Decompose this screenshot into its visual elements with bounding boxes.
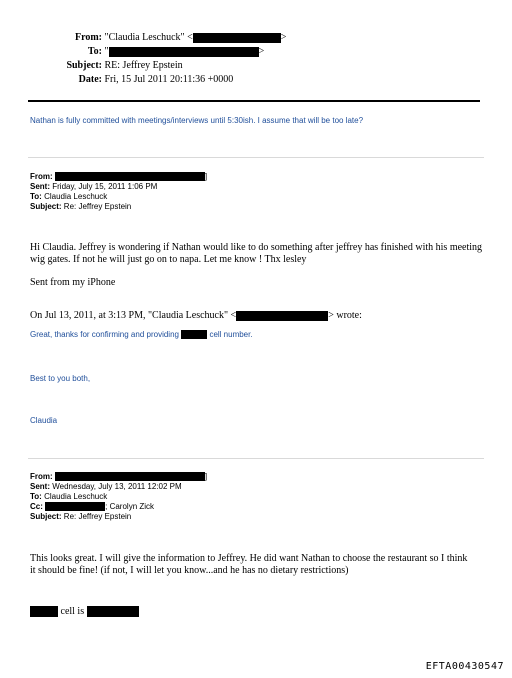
bates-number: EFTA00430547	[425, 661, 504, 672]
to-tail: >	[258, 46, 265, 57]
redaction	[45, 502, 105, 511]
msg3-cell-line	[30, 606, 139, 618]
msg2-sent-value: Friday, July 15, 2011 1:06 PM	[52, 182, 158, 191]
msg3-from-label: From:	[30, 472, 53, 481]
to-value: "	[104, 46, 109, 57]
quoted-best: Best to you both,	[30, 374, 91, 383]
msg2-from-row	[30, 172, 207, 182]
msg3-sent-row	[30, 482, 207, 492]
header-to-row	[28, 46, 488, 60]
msg2-to-row	[30, 192, 207, 202]
message-divider	[28, 157, 484, 158]
msg3-to-value: Claudia Leschuck	[44, 492, 108, 501]
subject-value: RE: Jeffrey Epstein	[104, 60, 183, 71]
msg3-sent-label: Sent:	[30, 482, 50, 491]
msg2-meta	[30, 172, 207, 212]
msg3-cc-value: ; Carolyn Zick	[105, 502, 155, 511]
msg3-cc-label: Cc:	[30, 502, 43, 511]
msg2-body-line: Hi Claudia. Jeffrey is wondering if Nathan would like to do something after jeffrey has finished with his meeting	[30, 242, 483, 253]
quoted-post: cell number.	[209, 330, 253, 339]
to-label: To:	[87, 46, 102, 57]
msg3-cc-row	[30, 502, 207, 512]
cell-text: cell is	[60, 606, 85, 617]
wrote-suffix: > wrote:	[328, 310, 362, 321]
msg3-sent-value: Wednesday, July 13, 2011 12:02 PM	[52, 482, 182, 491]
from-value: "Claudia Leschuck" <	[104, 32, 193, 43]
redaction	[181, 330, 207, 339]
quoted-pre: Great, thanks for confirming and providing	[30, 330, 179, 339]
msg2-sent-label: Sent:	[30, 182, 50, 191]
msg2-to-label: To:	[30, 192, 42, 201]
email-header	[28, 32, 488, 88]
date-value: Fri, 15 Jul 2011 20:11:36 +0000	[104, 74, 234, 85]
redaction	[55, 172, 208, 181]
msg2-to-value: Claudia Leschuck	[44, 192, 108, 201]
msg2-wrote-line	[30, 310, 362, 322]
msg2-from-label: From:	[30, 172, 53, 181]
reply-text: Nathan is fully committed with meetings/interviews until 5:30ish. I assume that will be too late?	[30, 116, 364, 125]
msg3-body	[30, 553, 490, 577]
msg3-to-row	[30, 492, 207, 502]
header-subject-row	[28, 60, 488, 74]
msg2-signature: Sent from my iPhone	[30, 277, 116, 288]
msg3-subject-row	[30, 512, 207, 522]
msg2-subject-row	[30, 202, 207, 212]
redaction	[193, 33, 281, 43]
redaction	[30, 606, 58, 617]
subject-label: Subject:	[66, 60, 102, 71]
redaction	[55, 472, 208, 481]
msg3-from-tail: ]	[204, 472, 208, 481]
msg3-subject-value: Re: Jeffrey Epstein	[63, 512, 132, 521]
redaction	[109, 47, 259, 57]
quoted-sign: Claudia	[30, 416, 58, 425]
redaction	[87, 606, 139, 617]
msg3-meta	[30, 472, 207, 522]
wrote-prefix: On Jul 13, 2011, at 3:13 PM, "Claudia Leschuck" <	[30, 310, 237, 321]
message-divider	[28, 458, 484, 459]
msg3-body-line: it should be fine! (if not, I will let you know...and he has no dietary restrictions)	[30, 565, 349, 576]
from-label: From:	[74, 32, 102, 43]
msg2-body-line: wig gates. If not he will just go on to napa. Let me know ! Thx lesley	[30, 254, 307, 265]
date-label: Date:	[78, 74, 102, 85]
msg3-to-label: To:	[30, 492, 42, 501]
header-date-row	[28, 74, 488, 88]
redaction	[236, 311, 328, 321]
header-from-row	[28, 32, 488, 46]
msg2-subject-label: Subject:	[30, 202, 62, 211]
msg3-body-line: This looks great. I will give the information to Jeffrey. He did want Nathan to choose the restaurant so I think	[30, 553, 468, 564]
msg3-from-row	[30, 472, 207, 482]
msg2-subject-value: Re: Jeffrey Epstein	[63, 202, 132, 211]
msg2-body	[30, 242, 490, 266]
msg2-sent-row	[30, 182, 207, 192]
msg3-subject-label: Subject:	[30, 512, 62, 521]
msg2-from-tail: ]	[204, 172, 208, 181]
quoted-line	[30, 330, 253, 339]
from-tail: >	[280, 32, 287, 43]
header-divider	[28, 100, 480, 102]
